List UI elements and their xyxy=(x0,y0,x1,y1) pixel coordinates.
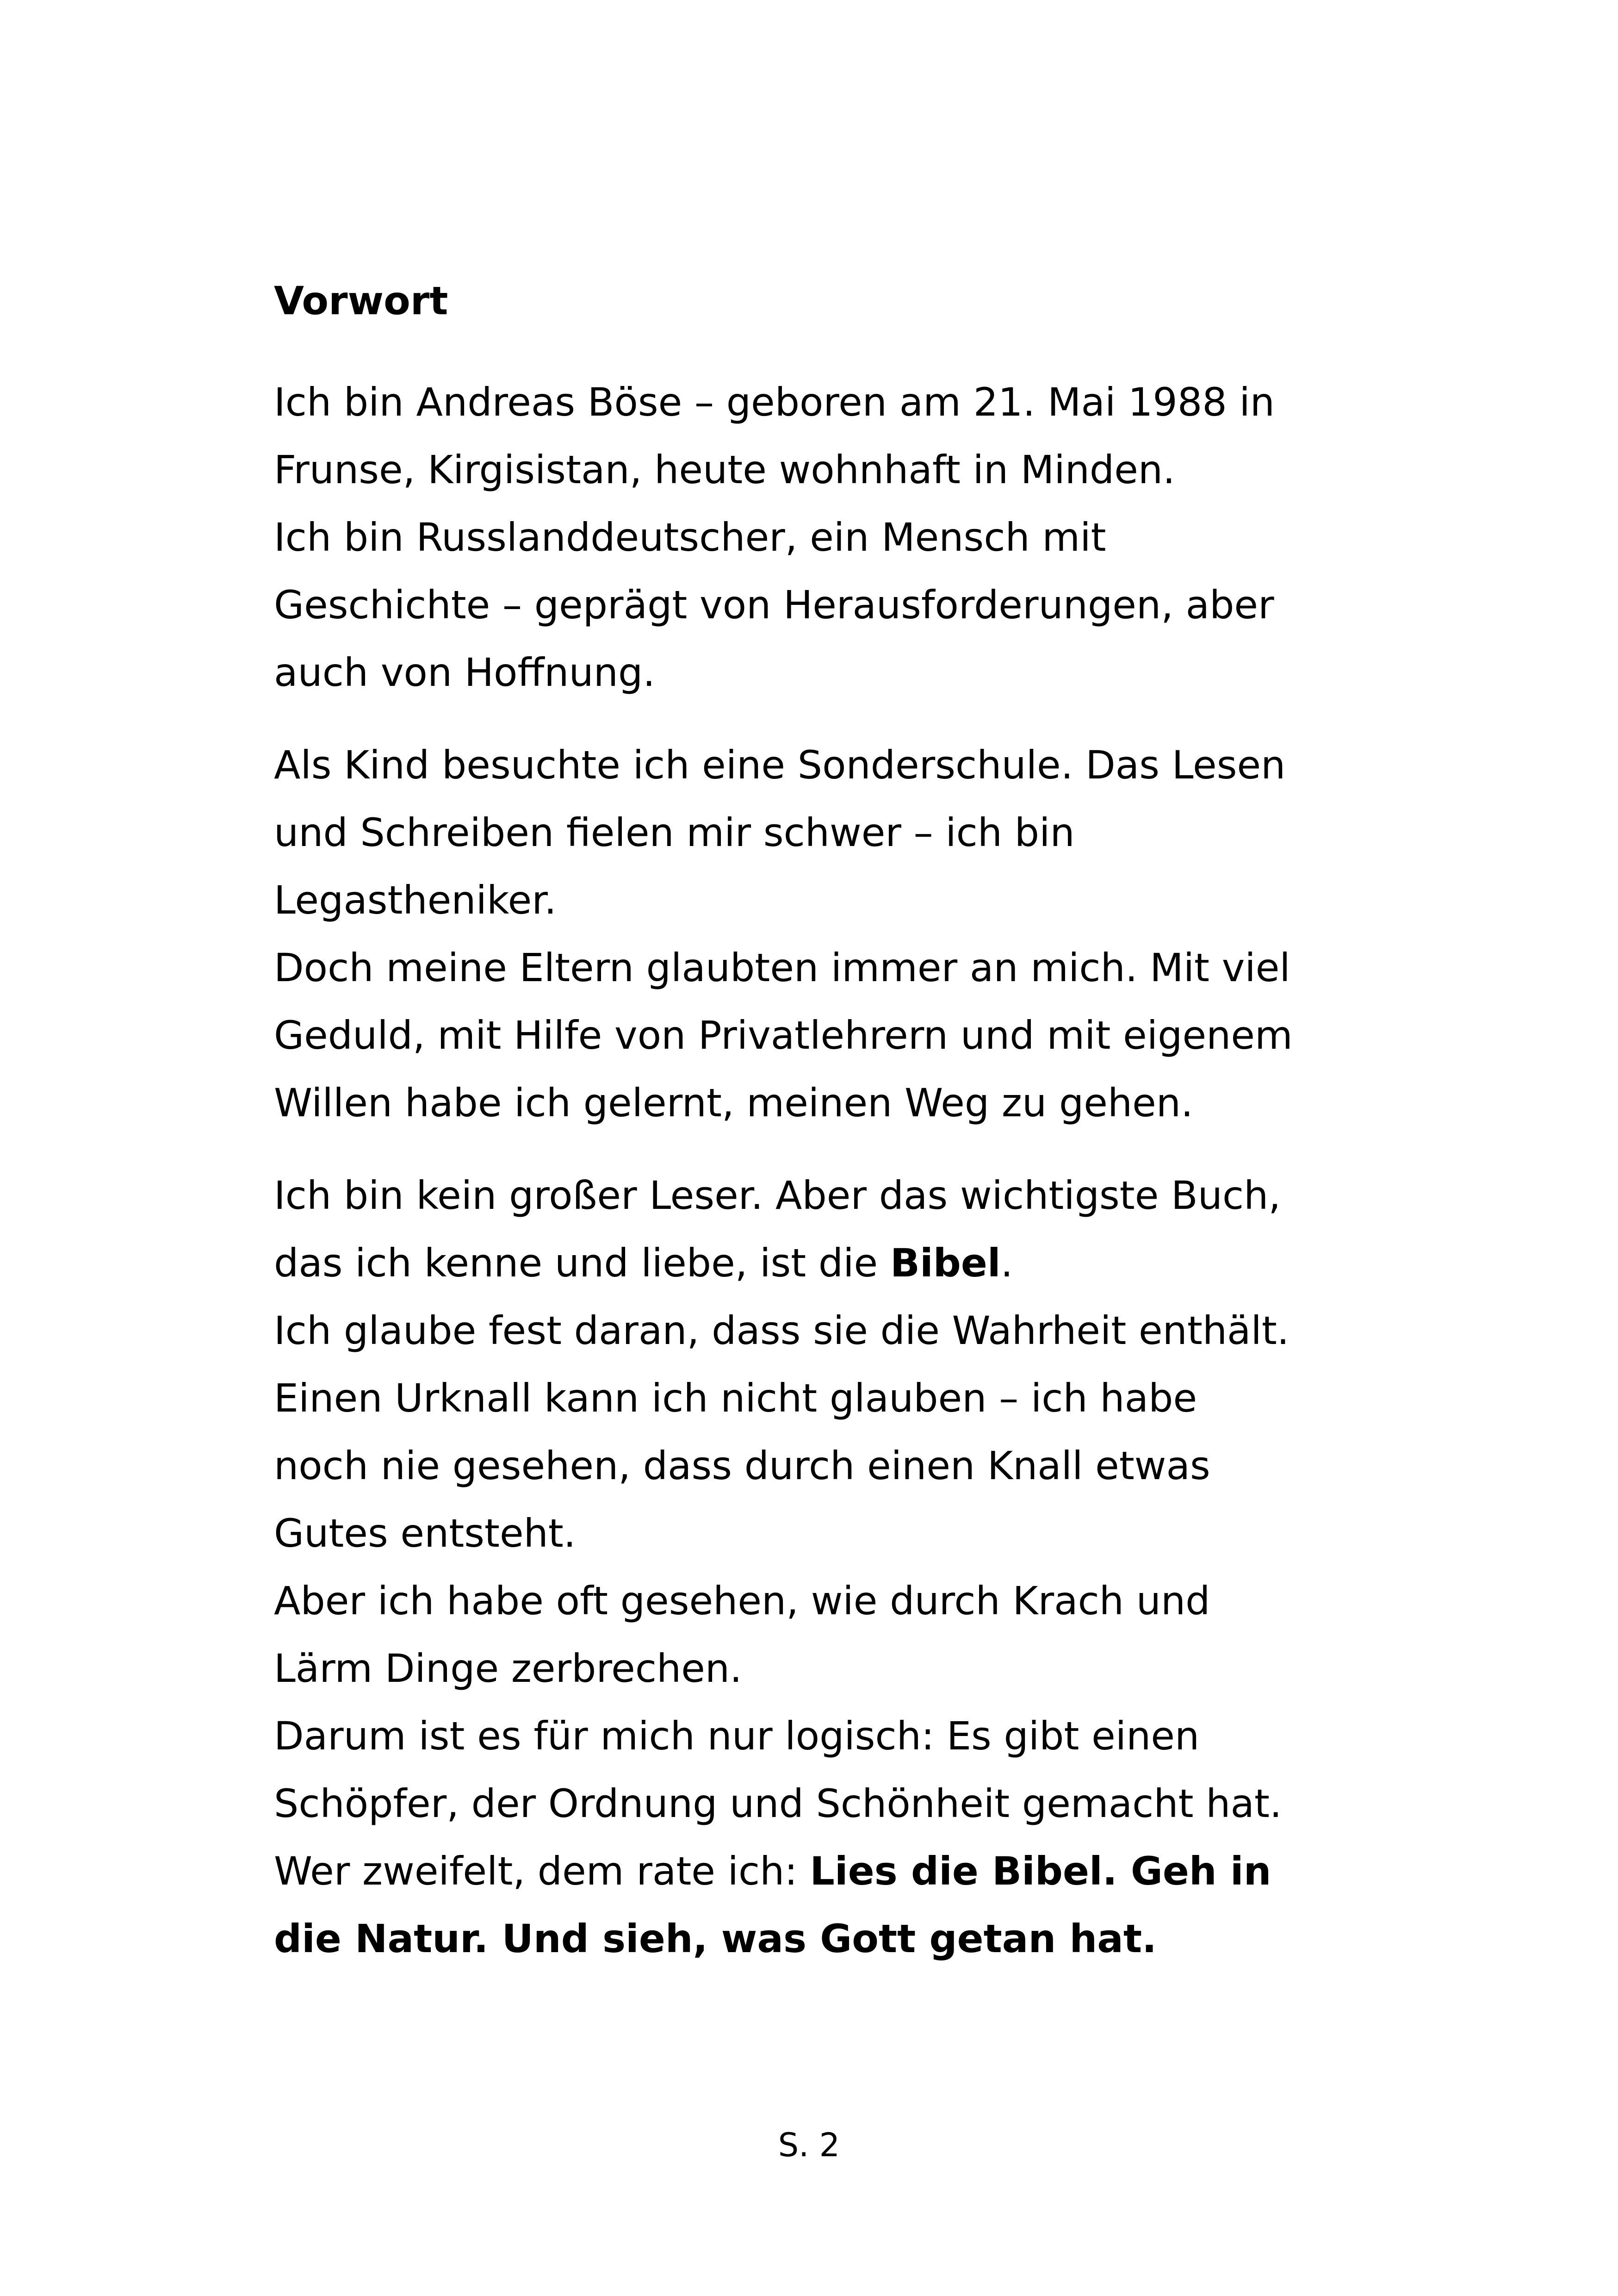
text-line: Ich bin Andreas Böse – geboren am 21. Mai 1988 in xyxy=(274,380,1275,425)
bold-text: Bibel xyxy=(890,1240,1001,1286)
text-line xyxy=(274,1229,1366,1297)
text-line: noch nie gesehen, dass durch einen Knall etwas xyxy=(274,1443,1210,1488)
text-line: Ich bin kein großer Leser. Aber das wichtigste Buch, xyxy=(274,1173,1281,1218)
text-segment: Wer zweifelt, dem rate ich: xyxy=(274,1848,810,1894)
text-line: Aber ich habe oft gesehen, wie durch Krach und xyxy=(274,1578,1210,1624)
page-number: S. 2 xyxy=(778,2126,840,2164)
bold-text: Lies die Bibel. Geh in xyxy=(810,1848,1271,1894)
text-line: Gutes entsteht. xyxy=(274,1511,576,1556)
text-line: Doch meine Eltern glaubten immer an mich. Mit viel xyxy=(274,945,1290,990)
text-line: Willen habe ich gelernt, meinen Weg zu gehen. xyxy=(274,1080,1193,1126)
paragraph-faith xyxy=(274,1162,1366,1972)
text-line: Geschichte – geprägt von Herausforderungen, aber xyxy=(274,582,1274,628)
paragraph-intro xyxy=(274,368,1366,706)
text-line: Als Kind besuchte ich eine Sonderschule. Das Lesen xyxy=(274,742,1286,788)
text-line xyxy=(274,1837,1366,1905)
text-line: Schöpfer, der Ordnung und Schönheit gemacht hat. xyxy=(274,1781,1282,1826)
page-content xyxy=(274,278,1366,1997)
section-heading: Vorwort xyxy=(274,278,448,324)
text-line: Einen Urknall kann ich nicht glauben – ich habe xyxy=(274,1375,1197,1421)
text-line: Geduld, mit Hilfe von Privatlehrern und mit eigenem xyxy=(274,1013,1293,1058)
text-line: Frunse, Kirgisistan, heute wohnhaft in Minden. xyxy=(274,447,1175,492)
text-line: Lärm Dinge zerbrechen. xyxy=(274,1646,742,1691)
text-line: Legastheniker. xyxy=(274,877,557,923)
text-segment: das ich kenne und liebe, ist die xyxy=(274,1240,890,1286)
text-line: Darum ist es für mich nur logisch: Es gibt einen xyxy=(274,1713,1200,1759)
bold-text-line: die Natur. Und sieh, was Gott getan hat. xyxy=(274,1916,1157,1961)
text-line: Ich glaube fest daran, dass sie die Wahrheit enthält. xyxy=(274,1308,1289,1353)
text-line: Ich bin Russlanddeutscher, ein Mensch mit xyxy=(274,515,1106,560)
paragraph-childhood xyxy=(274,731,1366,1137)
text-line: auch von Hoffnung. xyxy=(274,650,656,695)
text-segment: . xyxy=(1000,1240,1013,1286)
text-line: und Schreiben fielen mir schwer – ich bin xyxy=(274,810,1075,855)
